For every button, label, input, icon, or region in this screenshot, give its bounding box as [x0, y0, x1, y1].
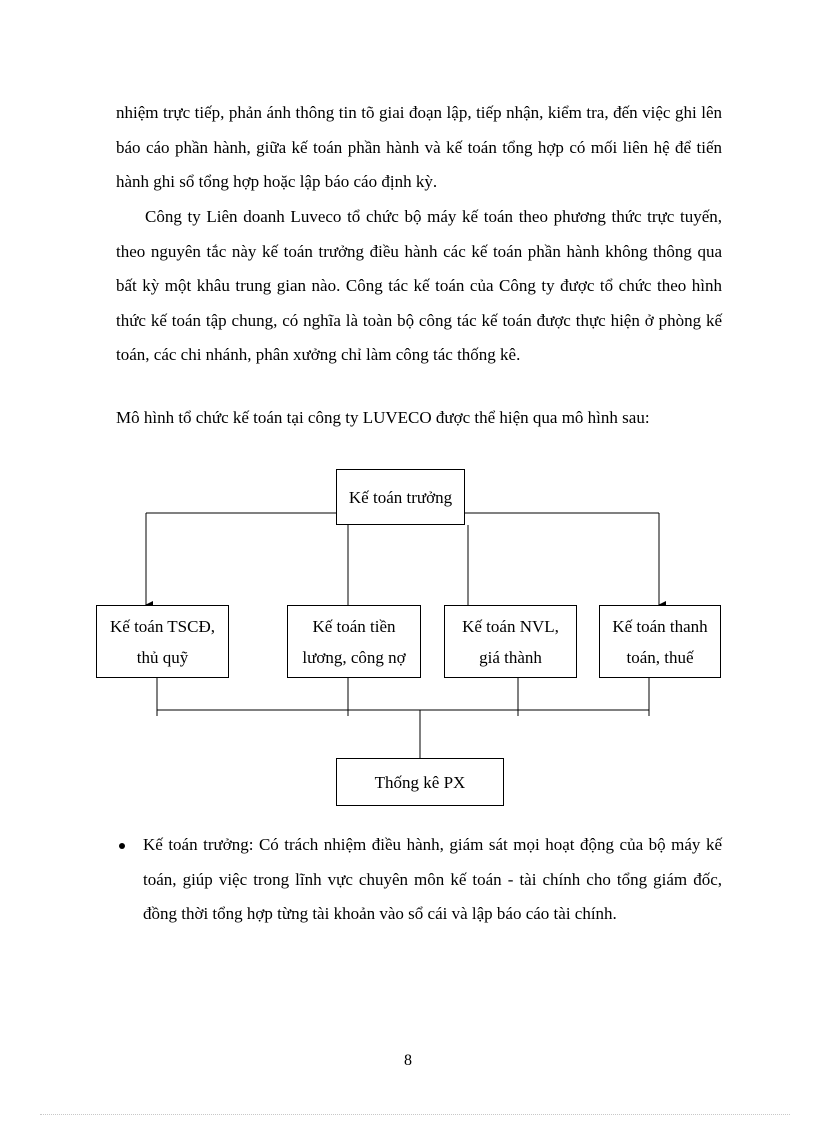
bullet-list	[116, 828, 722, 932]
box-ke-toan-tscd: Kế toán TSCĐ, thủ quỹ	[96, 605, 229, 678]
list-item	[116, 828, 722, 932]
box-ke-toan-thanh-toan: Kế toán thanh toán, thuế	[599, 605, 721, 678]
paragraph-organization: Công ty Liên doanh Luveco tổ chức bộ máy kế toán theo phương thức trực tuyến, theo nguyên tắc này kế toán trưởng điều hành các kế toán phần hành không thông qua bất kỳ một khâu trung gian nào. Công tác kế toán của Công ty được tổ chức theo hình thức kế toán tập chung, có nghĩa là toàn bộ công tác kế toán được thực hiện ở phòng kế toán, các chi nhánh, phân xưởng chỉ làm công tác thống kê.	[116, 207, 722, 364]
paragraph-continuation: nhiệm trực tiếp, phản ánh thông tin tõ giai đoạn lập, tiếp nhận, kiểm tra, đến việc ghi lên báo cáo phần hành, giữa kế toán phần hành và kế toán tổng hợp có mối liên hệ để tiến hành ghi sổ tổng hợp hoặc lập báo cáo định kỳ.	[116, 103, 722, 191]
bullet-icon	[119, 843, 125, 849]
box-ke-toan-truong: Kế toán trưởng	[336, 469, 465, 525]
bullet-text: Kế toán trưởng: Có trách nhiệm điều hành, giám sát mọi hoạt động của bộ máy kế toán, giúp việc trong lĩnh vực chuyên môn kế toán - tài chính cho tổng giám đốc, đồng thời tổng hợp từng tài khoản vào sổ cái và lập báo cáo tài chính.	[143, 835, 722, 923]
footer-divider	[40, 1114, 790, 1115]
box-ke-toan-tien-luong: Kế toán tiền lương, công nợ	[287, 605, 421, 678]
diagram-caption: Mô hình tổ chức kế toán tại công ty LUVECO được thể hiện qua mô hình sau:	[116, 408, 650, 427]
box-thong-ke-px: Thống kê PX	[336, 758, 504, 806]
page-number: 8	[404, 1052, 412, 1069]
box-ke-toan-nvl: Kế toán NVL, giá thành	[444, 605, 577, 678]
